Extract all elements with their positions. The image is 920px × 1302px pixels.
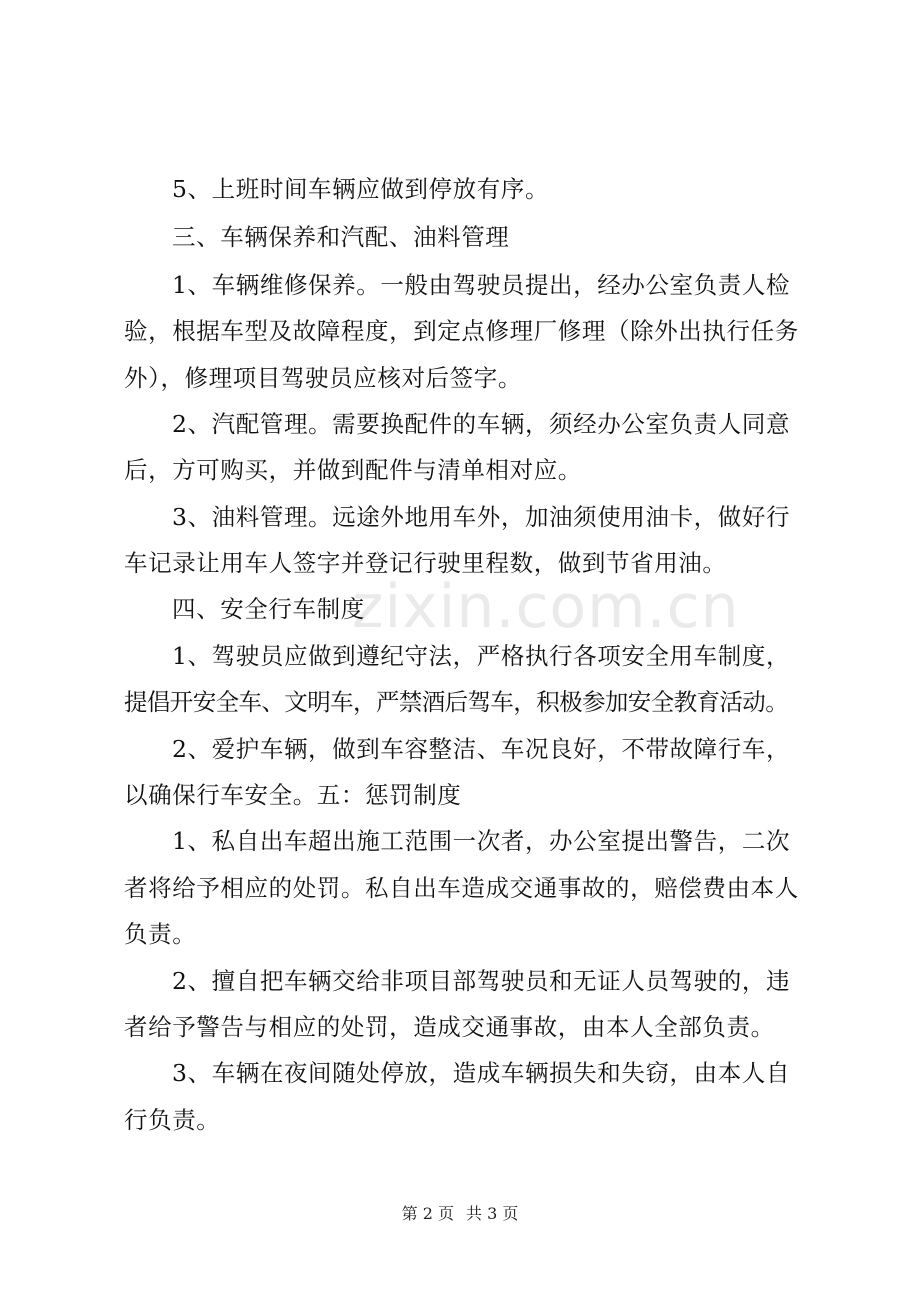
paragraph-line: 车记录让用车人签字并登记行驶里程数，做到节省用油。: [124, 549, 727, 577]
paragraph-line: 1、驾驶员应做到遵纪守法，严格执行各项安全用车制度，: [172, 642, 791, 670]
paragraph-line: 2、爱护车辆，做到车容整洁、车况良好，不带故障行车，: [172, 735, 791, 763]
section-heading: 三、车辆保养和汽配、油料管理: [172, 223, 510, 251]
paragraph-line: 1、私自出车超出施工范围一次者，办公室提出警告，二次: [172, 827, 791, 855]
paragraph-line: 者给予警告与相应的处罚，造成交通事故，由本人全部负责。: [124, 1013, 775, 1041]
paragraph-line: 者将给予相应的处罚。私自出车造成交通事故的，赔偿费由本人: [124, 874, 799, 902]
paragraph-line: 以确保行车安全。五：惩罚制度: [124, 781, 462, 809]
paragraph-line: 行负责。: [124, 1106, 221, 1134]
paragraph-line: 2、擅自把车辆交给非项目部驾驶员和无证人员驾驶的，违: [172, 967, 791, 995]
section-heading: 四、安全行车制度: [172, 595, 365, 623]
page-total: 共 3 页: [466, 1204, 519, 1223]
paragraph-line: 验，根据车型及故障程度，到定点修理厂修理（除外出执行任务: [124, 317, 799, 345]
paragraph-line: 5、上班时间车辆应做到停放有序。: [172, 175, 550, 203]
paragraph-line: 3、油料管理。远途外地用车外，加油须使用油卡，做好行: [172, 503, 791, 531]
page-footer: [0, 1203, 920, 1225]
paragraph-line: 负责。: [124, 920, 197, 948]
paragraph-line: 3、车辆在夜间随处停放，造成车辆损失和失窃，由本人自: [172, 1059, 791, 1087]
watermark: zixin.com.cn: [352, 572, 740, 642]
paragraph-line: 1、车辆维修保养。一般由驾驶员提出，经办公室负责人检: [172, 271, 791, 299]
paragraph-line: 后，方可购买，并做到配件与清单相对应。: [124, 456, 582, 484]
paragraph-line: 2、汽配管理。需要换配件的车辆，须经办公室负责人同意: [172, 410, 791, 438]
paragraph-line: 外），修理项目驾驶员应核对后签字。: [124, 364, 522, 392]
page-number: 第 2 页: [401, 1204, 454, 1223]
paragraph-line: 提倡开安全车、文明车，严禁酒后驾车，积极参加安全教育活动。: [124, 688, 789, 716]
